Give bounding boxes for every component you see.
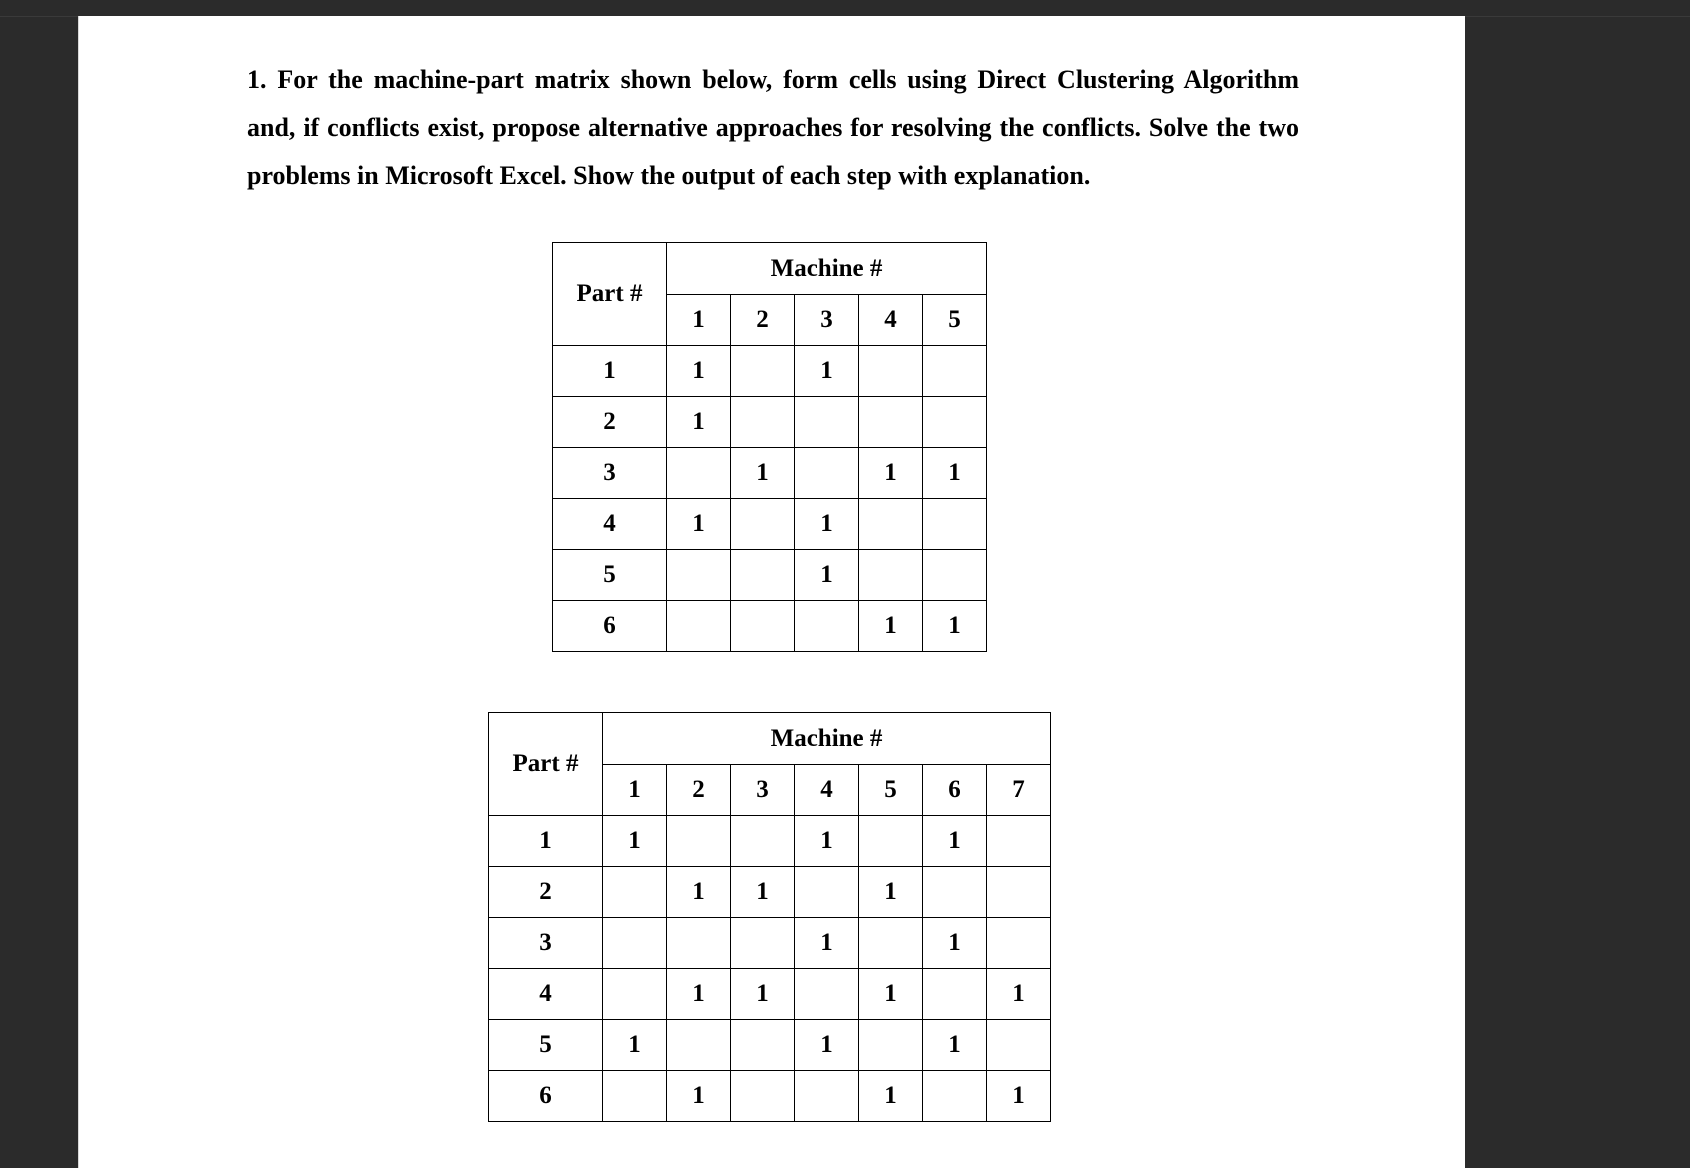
part-number-cell: 6 [553, 601, 667, 652]
matrix-cell: 1 [731, 867, 795, 918]
matrix-cell: 1 [923, 601, 987, 652]
matrix-cell [731, 499, 795, 550]
matrix-cell: 1 [795, 346, 859, 397]
matrix-cell: 1 [795, 816, 859, 867]
matrix-cell [731, 1020, 795, 1071]
matrix-cell: 1 [795, 1020, 859, 1071]
table-row [489, 1020, 1051, 1071]
matrix-cell [987, 867, 1051, 918]
matrix-cell [667, 816, 731, 867]
question-text: 1. For the machine-part matrix shown below, form cells using Direct Clustering Algorithm and, if conflicts exist, propose alternative approaches for resolving the conflicts. Solve the two problems in Microsoft Excel. Show the output of each step with explanation. [247, 65, 1299, 190]
machine-number-5: 5 [859, 765, 923, 816]
matrix-cell [795, 397, 859, 448]
part-number-cell: 5 [489, 1020, 603, 1071]
table-row [489, 1071, 1051, 1122]
matrix-cell: 1 [923, 448, 987, 499]
matrix-cell [987, 918, 1051, 969]
matrix-cell: 1 [859, 448, 923, 499]
machine-number-4: 4 [859, 295, 923, 346]
table-row [553, 601, 987, 652]
machine-number-5: 5 [923, 295, 987, 346]
matrix-cell: 1 [667, 969, 731, 1020]
matrix-cell [731, 397, 795, 448]
matrix-cell [923, 550, 987, 601]
part-number-cell: 3 [553, 448, 667, 499]
machine-number-3: 3 [731, 765, 795, 816]
matrix-cell [923, 867, 987, 918]
matrix-cell [603, 969, 667, 1020]
matrix-cell [795, 867, 859, 918]
matrix-cell: 1 [731, 969, 795, 1020]
part-number-cell: 1 [553, 346, 667, 397]
machine-number-2: 2 [731, 295, 795, 346]
matrix-cell: 1 [667, 397, 731, 448]
matrix-cell [859, 816, 923, 867]
matrix-cell [987, 1020, 1051, 1071]
machine-number-7: 7 [987, 765, 1051, 816]
part-number-cell: 1 [489, 816, 603, 867]
matrix-cell [667, 918, 731, 969]
matrix-cell [923, 969, 987, 1020]
machine-header: Machine # [667, 243, 987, 295]
matrix-cell [795, 969, 859, 1020]
part-number-cell: 4 [489, 969, 603, 1020]
matrix-cell: 1 [859, 969, 923, 1020]
matrix-cell [859, 397, 923, 448]
matrix-cell: 1 [795, 499, 859, 550]
matrix-cell: 1 [603, 816, 667, 867]
matrix-cell [923, 397, 987, 448]
part-number-cell: 2 [489, 867, 603, 918]
matrix-cell [731, 550, 795, 601]
matrix-cell [603, 867, 667, 918]
matrix-cell: 1 [923, 816, 987, 867]
machine-number-4: 4 [795, 765, 859, 816]
part-header: Part # [489, 713, 603, 816]
part-number-cell: 6 [489, 1071, 603, 1122]
matrix-cell [731, 816, 795, 867]
matrix-cell: 1 [859, 1071, 923, 1122]
machine-number-3: 3 [795, 295, 859, 346]
matrix-cell: 1 [667, 1071, 731, 1122]
matrix-cell: 1 [987, 1071, 1051, 1122]
machine-number-1: 1 [667, 295, 731, 346]
part-header: Part # [553, 243, 667, 346]
matrix-cell [859, 346, 923, 397]
matrix-cell [795, 601, 859, 652]
machine-part-matrix-2 [488, 712, 1051, 1122]
matrix-cell [667, 601, 731, 652]
matrix-cell [923, 346, 987, 397]
matrix-cell [923, 499, 987, 550]
matrix-cell: 1 [731, 448, 795, 499]
table-row [553, 397, 987, 448]
table-row [489, 816, 1051, 867]
matrix-cell [795, 1071, 859, 1122]
part-number-cell: 3 [489, 918, 603, 969]
matrix-cell [859, 1020, 923, 1071]
machine-header: Machine # [603, 713, 1051, 765]
matrix-cell [731, 1071, 795, 1122]
table-row [489, 918, 1051, 969]
matrix-cell: 1 [667, 346, 731, 397]
matrix-cell [731, 918, 795, 969]
table-row [553, 346, 987, 397]
machine-number-6: 6 [923, 765, 987, 816]
matrix-cell [667, 1020, 731, 1071]
matrix-cell [923, 1071, 987, 1122]
matrix-cell [603, 918, 667, 969]
part-number-cell: 4 [553, 499, 667, 550]
part-number-cell: 5 [553, 550, 667, 601]
matrix-cell: 1 [795, 550, 859, 601]
table-row [553, 448, 987, 499]
matrix-cell [667, 550, 731, 601]
part-number-cell: 2 [553, 397, 667, 448]
machine-part-matrix-1 [552, 242, 987, 652]
matrix-cell: 1 [923, 918, 987, 969]
matrix-cell [987, 816, 1051, 867]
matrix-cell: 1 [859, 867, 923, 918]
matrix-cell: 1 [859, 601, 923, 652]
table-row [489, 969, 1051, 1020]
matrix-cell [859, 918, 923, 969]
matrix-cell: 1 [603, 1020, 667, 1071]
matrix-cell: 1 [667, 499, 731, 550]
matrix-cell [859, 550, 923, 601]
machine-number-2: 2 [667, 765, 731, 816]
table-row [553, 550, 987, 601]
matrix-cell [603, 1071, 667, 1122]
matrix-cell [795, 448, 859, 499]
machine-number-1: 1 [603, 765, 667, 816]
matrix-cell: 1 [987, 969, 1051, 1020]
matrix-cell [859, 499, 923, 550]
matrix-cell [731, 346, 795, 397]
header-row [489, 713, 1051, 765]
table-row [489, 867, 1051, 918]
matrix-cell: 1 [923, 1020, 987, 1071]
matrix-cell [667, 448, 731, 499]
document-page [78, 16, 1465, 1168]
matrix-cell: 1 [795, 918, 859, 969]
viewer-top-bar [0, 0, 1690, 17]
table-row [553, 499, 987, 550]
header-row [553, 243, 987, 295]
matrix-cell: 1 [667, 867, 731, 918]
matrix-cell [731, 601, 795, 652]
